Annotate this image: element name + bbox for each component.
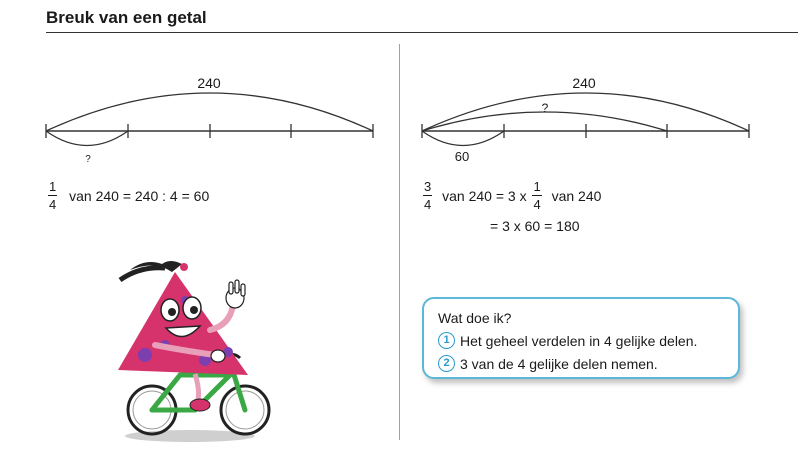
step-number-circle: 1	[438, 332, 455, 349]
left-formula	[46, 180, 209, 211]
left-part-arc	[46, 131, 128, 146]
right-formula-line2: = 3 x 60 = 180	[490, 218, 580, 234]
page-title: Breuk van een getal	[46, 8, 207, 27]
fraction-denominator: 4	[49, 197, 57, 212]
right-part-label: 60	[454, 149, 470, 164]
fraction-denominator: 4	[424, 197, 432, 212]
left-formula-text: van 240 = 240 : 4 = 60	[69, 187, 210, 204]
step-number-circle: 2	[438, 355, 455, 372]
fraction-numerator: 1	[533, 179, 541, 194]
fraction-numerator: 3	[424, 179, 432, 194]
right-part-arc	[422, 131, 504, 146]
left-part-label: ?	[85, 154, 91, 165]
info-step-1	[438, 332, 724, 349]
fraction-three-quarters	[423, 180, 432, 211]
right-formula-line1	[421, 180, 601, 211]
fraction-one-quarter	[532, 180, 541, 211]
right-three-parts-label: ?	[541, 101, 549, 115]
left-total-label: 240	[197, 75, 221, 91]
info-step-1-text: Het geheel verdelen in 4 gelijke delen.	[460, 332, 698, 349]
triangle-character-on-bicycle-icon	[100, 250, 290, 445]
fraction-denominator: 4	[533, 197, 541, 212]
info-box-heading: Wat doe ik?	[438, 310, 512, 326]
info-step-2	[438, 355, 724, 372]
right-formula-text-b: van 240	[551, 187, 602, 204]
fraction-one-quarter	[48, 180, 57, 211]
fraction-numerator: 1	[49, 179, 57, 194]
info-box	[422, 297, 740, 379]
info-step-2-text: 3 van de 4 gelijke delen nemen.	[460, 355, 658, 372]
right-formula-text-a: van 240 = 3 x	[442, 187, 527, 204]
right-total-label: 240	[572, 75, 596, 91]
